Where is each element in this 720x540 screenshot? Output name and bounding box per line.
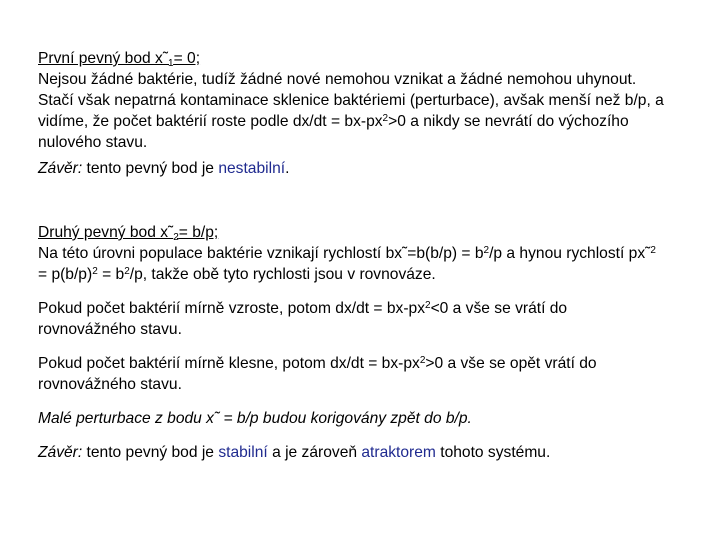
section2-perturbation-note: Malé perturbace z bodu x˜ = b/p budou korigovány zpět do b/p.: [38, 410, 472, 427]
section2-heading: Druhý pevný bod $x˜_2= b/p$;: [38, 224, 219, 243]
section2-conclusion: Závěr: tento pevný bod je stabilní a je zároveň atraktorem tohoto systému.: [38, 444, 551, 461]
section1-heading: První pevný bod $x˜_1= 0$;: [38, 50, 201, 69]
unstable-term: nestabilní: [218, 160, 286, 177]
section2-increase-paragraph: Pokud počet baktérií mírně vzroste, potom $dx/dt = bx-px^2<0$ a vše se vrátí do rovnovážného stavu.: [38, 300, 568, 338]
stable-term: stabilní: [218, 444, 268, 461]
section1-body: Nejsou žádné baktérie, tudíž žádné nové nemohou vznikat a žádné nemohou uhynout. Stačí však nepatrná kontaminace sklenice baktériemi (perturbace), avšak menší než b/p, a vidíme, že počet baktérií roste podle $dx/dt = bx-px^2>0$ a nikdy se nevrátí do výchozího nulového stavu.: [38, 71, 664, 151]
section1-conclusion: Závěr: tento pevný bod je nestabilní.: [38, 160, 290, 177]
attractor-term: atraktorem: [361, 444, 436, 461]
slide-content: [38, 48, 668, 463]
section2-decrease-paragraph: Pokud počet baktérií mírně klesne, potom $dx/dt = bx-px^2>0$ a vše se opět vrátí do rovnovážného stavu.: [38, 355, 597, 393]
section2-rates-paragraph: Na této úrovni populace baktérie vznikají rychlostí bx˜=b(b/p) = $b^2/p$ a hynou rychlostí px˜$^2$ = $p(b/p)^2 = b^2/p$, takže obě tyto rychlosti jsou v rovnováze.: [38, 245, 656, 283]
